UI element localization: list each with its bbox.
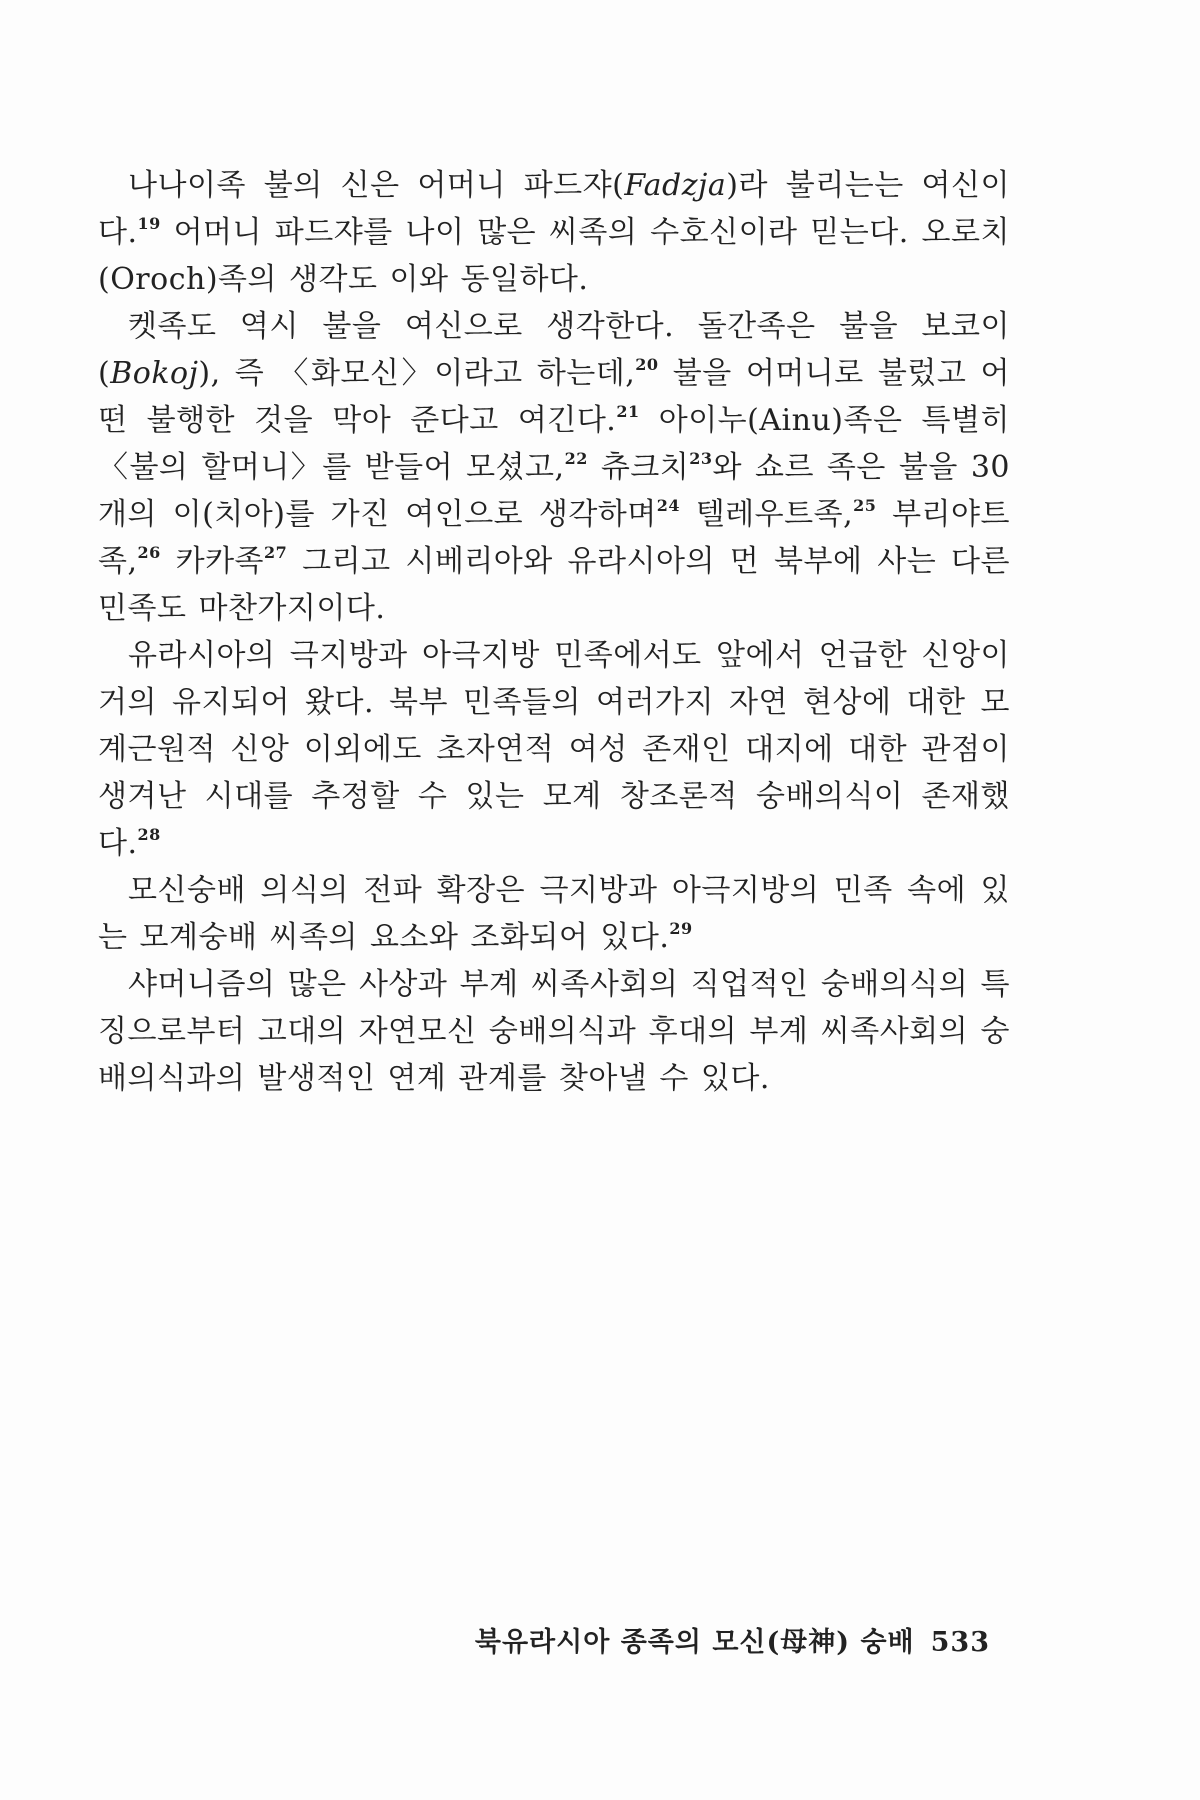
text-run: 텔레우트족, (680, 497, 854, 532)
text-run: 츄크치 (587, 450, 690, 485)
footnote-ref: 21 (616, 402, 640, 421)
text-run: 나나이족 불의 신은 어머니 파드쟈( (128, 168, 625, 203)
footnote-ref: 25 (853, 496, 877, 515)
text-run: ), 즉 〈화모신〉이라고 하는데, (198, 356, 636, 391)
text-run: 부리야트족, (98, 497, 1010, 579)
body-text (98, 162, 1010, 1102)
paragraph (98, 303, 1010, 632)
footnote-ref: 20 (635, 355, 659, 374)
paragraph (98, 961, 1010, 1102)
text-run: 카카족 (160, 544, 265, 579)
footnote-ref: 28 (137, 825, 161, 844)
text-run: 어머니 파드쟈를 나이 많은 씨족의 수호신이라 믿는다. 오로치(Oroch)족의 생각도 이와 동일하다. (98, 215, 1010, 297)
footnote-ref: 23 (689, 449, 713, 468)
italic-term: Fadzja (624, 168, 727, 203)
footnote-ref: 22 (564, 449, 588, 468)
paragraph (98, 632, 1010, 867)
footnote-ref: 24 (656, 496, 681, 515)
paragraph (98, 867, 1010, 961)
footnote-ref: 26 (137, 543, 161, 562)
paragraph (98, 162, 1010, 303)
text-run: 아이누(Ainu)족은 특별히 〈불의 할머니〉를 받들어 모셨고, (98, 403, 1010, 485)
text-run: )라 불리는는 여신이다. (98, 168, 1010, 250)
page-number: 533 (930, 1627, 990, 1658)
text-run: 켓족도 역시 불을 여신으로 생각한다. 돌간족은 불을 보코이( (98, 309, 1010, 391)
text-run: 와 쇼르 족은 불을 30개의 이(치아)를 가진 여인으로 생각하며 (98, 450, 1010, 532)
text-run: 유라시아의 극지방과 아극지방 민족에서도 앞에서 언급한 신앙이 거의 유지되어 왔다. 북부 민족들의 여러가지 자연 현상에 대한 모계근원적 신앙 이외에도 초자연적 여성 존재인 대지에 대한 관점이 생겨난 시대를 추정할 수 있는 모계 창조론적 숭배의식이 존재했다. (98, 638, 1010, 861)
page-footer (475, 1620, 990, 1659)
running-title: 북유라시아 종족의 모신(母神) 숭배 (474, 1627, 915, 1658)
footnote-ref: 19 (137, 214, 161, 233)
text-run: 그리고 시베리아와 유라시아의 먼 북부에 사는 다른 민족도 마찬가지이다. (98, 544, 1010, 626)
text-run: 모신숭배 의식의 전파 확장은 극지방과 아극지방의 민족 속에 있는 모계숭배 씨족의 요소와 조화되어 있다. (98, 873, 1010, 955)
footnote-ref: 29 (669, 919, 693, 938)
text-run: 샤머니즘의 많은 사상과 부계 씨족사회의 직업적인 숭배의식의 특징으로부터 고대의 자연모신 숭배의식과 후대의 부계 씨족사회의 숭배의식과의 발생적인 연계 관계를 찾아낼 수 있다. (98, 967, 1010, 1096)
footnote-ref: 27 (264, 543, 288, 562)
italic-term: Bokoj (110, 356, 199, 391)
text-run: 불을 어머니로 불렀고 어떤 불행한 것을 막아 준다고 여긴다. (98, 356, 1010, 438)
